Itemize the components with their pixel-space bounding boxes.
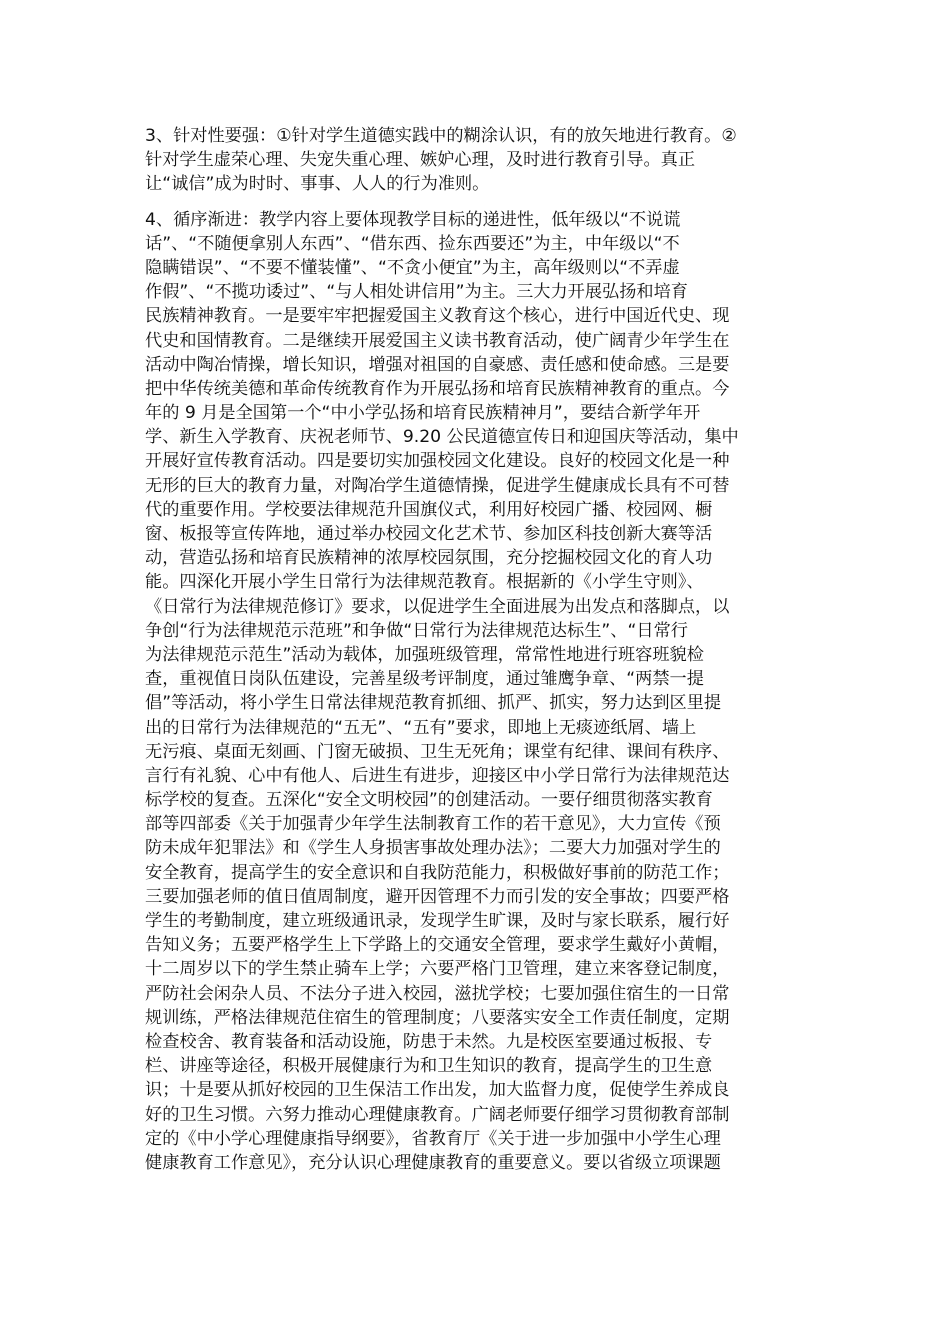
text-line: 栏、讲座等途径，积极开展健康行为和卫生知识的教育，提高学生的卫生意: [145, 1056, 713, 1077]
text-line: 无形的巨大的教育力量，对陶冶学生道德情操，促进学生健康成长具有不可替: [145, 475, 730, 496]
text-line: 开展好宣传教育活动。四是要切实加强校园文化建设。良好的校园文化是一种: [145, 451, 730, 472]
text-line: 十二周岁以下的学生禁止骑车上学；六要严格门卫管理，建立来客登记制度，: [145, 959, 730, 980]
text-line: 4、循序渐进：教学内容上要体现教学目标的递进性，低年级以“不说谎: [145, 209, 681, 230]
text-line: 识；十是要从抓好校园的卫生保洁工作出发，加大监督力度，促使学生养成良: [145, 1080, 730, 1101]
text-line: 窗、板报等宣传阵地，通过举办校园文化艺术节、参加区科技创新大赛等活: [145, 524, 713, 544]
text-line: 民族精神教育。一是要牢牢把握爱国主义教育这个核心，进行中国近代史、现: [145, 306, 730, 327]
text-line: 争创“行为法律规范示范班”和争做“日常行为法律规范达标生”、“日常行: [145, 620, 688, 641]
text-line: 检查校舍、教育装备和活动设施，防患于未然。九是校医室要通过板报、专: [145, 1031, 713, 1052]
text-line: 部等四部委《关于加强青少年学生法制教育工作的若干意见》，大力宣传《预: [145, 814, 721, 835]
document-body: [145, 124, 805, 1175]
text-line: 动，营造弘扬和培育民族精神的浓厚校园氛围，充分挖掘校园文化的育人功: [145, 548, 713, 569]
text-line: 严防社会闲杂人员、不法分子进入校园，滋扰学校；七要加强住宿生的一日常: [145, 983, 730, 1004]
text-line: 隐瞒错误”、“不要不懂装懂”、“不贪小便宜”为主，高年级则以“不弄虚: [145, 257, 680, 278]
text-line: 为法律规范示范生”活动为载体，加强班级管理，常常性地进行班容班貌检: [145, 644, 704, 665]
text-line: 学生的考勤制度，建立班级通讯录，发现学生旷课，及时与家长联系，履行好: [145, 911, 730, 931]
text-line: 作假”、“不揽功诿过”、“与人相处讲信用”为主。三大力开展弘扬和培育: [145, 282, 688, 303]
text-line: 活动中陶冶情操，增长知识，增强对祖国的自豪感、责任感和使命感。三是要: [145, 354, 730, 375]
text-line: 年的 9 月是全国第一个“中小学弘扬和培育民族精神月”，要结合新学年开: [145, 403, 701, 424]
text-line: 学、新生入学教育、庆祝老师节、9.20 公民道德宣传日和迎国庆等活动，集中: [145, 427, 739, 448]
text-line: 把中华传统美德和革命传统教育作为开展弘扬和培育民族精神教育的重点。今: [145, 378, 730, 399]
text-line: 标学校的复查。五深化“安全文明校园”的创建活动。一要仔细贯彻落实教育: [145, 790, 713, 811]
paragraph-3: [145, 124, 805, 197]
text-line: 3、针对性要强：①针对学生道德实践中的糊涂认识，有的放矢地进行教育。②: [145, 126, 737, 146]
text-line: 让“诚信”成为时时、事事、人人的行为准则。: [145, 174, 490, 195]
text-line: 《日常行为法律规范修订》要求，以促进学生全面进展为出发点和落脚点，以: [145, 596, 730, 617]
text-line: 代的重要作用。学校要法律规范升国旗仪式，利用好校园广播、校园网、橱: [145, 499, 713, 520]
paragraph-4: [145, 208, 805, 1176]
text-line: 无污痕、桌面无刻画、门窗无破损、卫生无死角；课堂有纪律、课间有秩序、: [145, 741, 730, 762]
text-line: 能。四深化开展小学生日常行为法律规范教育。根据新的《小学生守则》、: [145, 572, 704, 593]
text-line: 代史和国情教育。二是继续开展爱国主义读书教育活动，使广阔青少年学生在: [145, 330, 730, 351]
text-line: 倡”等活动，将小学生日常法律规范教育抓细、抓严、抓实，努力达到区里提: [145, 693, 722, 714]
text-line: 规训练，严格法律规范住宿生的管理制度；八要落实安全工作责任制度，定期: [145, 1007, 730, 1028]
text-line: 防未成年犯罪法》和《学生人身损害事故处理办法》；二要大力加强对学生的: [145, 838, 721, 859]
text-line: 健康教育工作意见》，充分认识心理健康教育的重要意义。要以省级立项课题: [145, 1152, 721, 1173]
text-line: 针对学生虚荣心理、失宠失重心理、嫉妒心理，及时进行教育引导。真正: [145, 150, 696, 171]
text-line: 好的卫生习惯。六努力推动心理健康教育。广阔老师要仔细学习贯彻教育部制: [145, 1104, 730, 1125]
text-line: 言行有礼貌、心中有他人、后进生有进步，迎接区中小学日常行为法律规范达: [145, 765, 730, 786]
text-line: 安全教育，提高学生的安全意识和自我防范能力，积极做好事前的防范工作；: [145, 862, 730, 883]
text-line: 话”、“不随便拿别人东西”、“借东西、捡东西要还”为主，中年级以“不: [145, 233, 680, 254]
text-line: 查，重视值日岗队伍建设，完善星级考评制度，通过雏鹰争章、“两禁一提: [145, 669, 704, 690]
text-line: 三要加强老师的值日值周制度，避开因管理不力而引发的安全事故；四要严格: [145, 886, 730, 907]
text-line: 定的《中小学心理健康指导纲要》，省教育厅《关于进一步加强中小学生心理: [145, 1128, 721, 1149]
text-line: 出的日常行为法律规范的“五无”、“五有”要求，即地上无痰迹纸屑、墙上: [145, 717, 697, 738]
text-line: 告知义务；五要严格学生上下学路上的交通安全管理，要求学生戴好小黄帽，: [145, 935, 730, 956]
